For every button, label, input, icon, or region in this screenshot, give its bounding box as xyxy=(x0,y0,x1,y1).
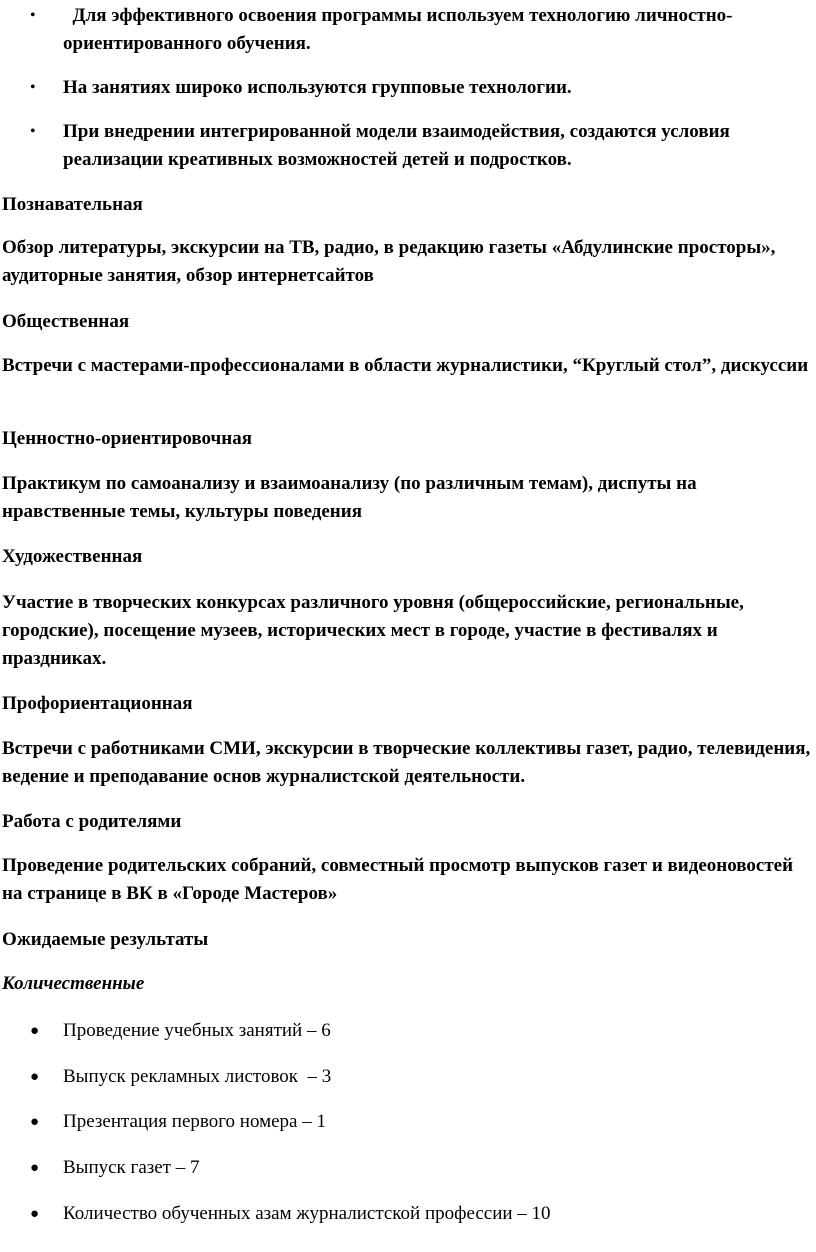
section-body: Встречи с мастерами-профессионалами в области журналистики, “Круглый стол”, дискуссии xyxy=(2,355,809,376)
section-heading: Познавательная xyxy=(2,194,143,215)
bullet-marker: ● xyxy=(30,1069,40,1085)
section-body: Обзор литературы, экскурсии на ТВ, радио, в редакцию газеты «Абдулинские просторы», аудиторные занятия, обзор интернетсайтов xyxy=(2,237,776,286)
list-item-text: Проведение учебных занятий – 6 xyxy=(63,1020,331,1041)
list-item-text: Презентация первого номера – 1 xyxy=(63,1111,326,1132)
list-item-text: Выпуск газет – 7 xyxy=(63,1157,200,1178)
section-heading: Работа с родителями xyxy=(2,811,182,832)
list-item-text: На занятиях широко используются групповые технологии. xyxy=(63,77,572,98)
section-heading: Общественная xyxy=(2,311,130,332)
bullet-marker: ● xyxy=(30,1206,40,1222)
list-item-text: При внедрении интегрированной модели взаимодействия, создаются условия реализации креативных возможностей детей и подростков. xyxy=(63,121,730,170)
section-heading: Художественная xyxy=(2,546,143,567)
section-body: Проведение родительских собраний, совместный просмотр выпусков газет и видеоновостей на странице в ВК в «Городе Мастеров» xyxy=(2,855,794,904)
bullet-marker: ● xyxy=(30,1023,40,1039)
bullet-marker: • xyxy=(30,7,36,24)
results-heading: Ожидаемые результаты xyxy=(2,929,209,950)
section-body: Встречи с работниками СМИ, экскурсии в творческие коллективы газет, радио, телевидения, ведение и преподавание основ журналистской деятельности. xyxy=(2,738,811,787)
list-item-text: Количество обученных азам журналистской профессии – 10 xyxy=(63,1203,551,1224)
results-subheading: Количественные xyxy=(2,973,145,994)
section-heading: Профориентационная xyxy=(2,693,193,714)
bullet-marker: ● xyxy=(30,1114,40,1130)
section-body: Практикум по самоанализу и взаимоанализу (по различным темам), диспуты на нравственные темы, культуры поведения xyxy=(2,473,697,522)
bullet-marker: • xyxy=(30,123,36,140)
bullet-marker: • xyxy=(30,79,36,96)
section-heading: Ценностно-ориентировочная xyxy=(2,428,252,449)
list-item-text: Выпуск рекламных листовок – 3 xyxy=(63,1066,332,1087)
list-item-text: Для эффективного освоения программы используем технологию личностно-ориентированного обучения. xyxy=(63,5,733,54)
section-body: Участие в творческих конкурсах различного уровня (общероссийские, региональные, городские), посещение музеев, исторических мест в городе, участие в фестивалях и праздниках. xyxy=(2,592,744,669)
bullet-marker: ● xyxy=(30,1160,40,1176)
